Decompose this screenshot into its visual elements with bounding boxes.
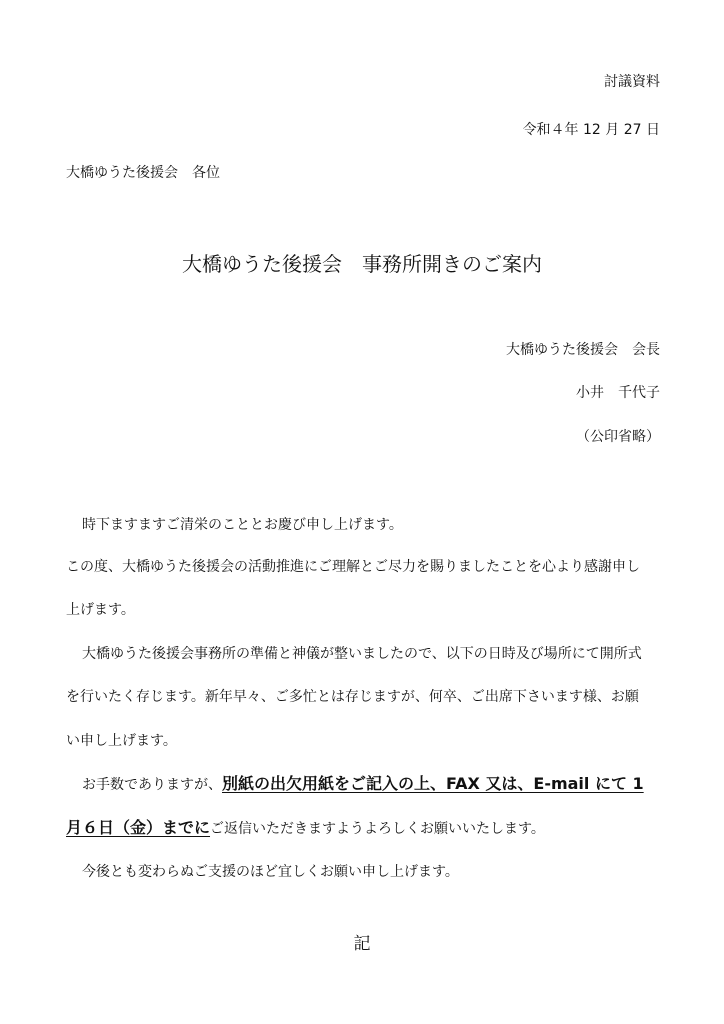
doc-type-label: 討議資料 bbox=[604, 74, 660, 90]
sender-organization: 大橋ゆうた後援会 会長 bbox=[506, 342, 660, 358]
reply-request-line-1 bbox=[82, 774, 644, 795]
document-date: 令和４年 12 月 27 日 bbox=[522, 122, 660, 138]
seal-note: （公印省略） bbox=[576, 429, 660, 445]
reply-request-suffix: ご返信いただきますようよろしくお願いいたします。 bbox=[210, 821, 545, 837]
announcement-paragraph-line-3: い申し上げます。 bbox=[66, 733, 177, 749]
greeting-paragraph: 時下ますますご清栄のこととお慶び申し上げます。 bbox=[82, 517, 403, 533]
thanks-paragraph-line-2: 上げます。 bbox=[66, 602, 135, 618]
ki-heading: 記 bbox=[353, 934, 371, 954]
thanks-paragraph-line-1: この度、大橋ゆうた後援会の活動推進にご理解とご尽力を賜りましたことを心より感謝申し bbox=[66, 559, 640, 575]
reply-request-emphasis-1: 別紙の出欠用紙をご記入の上、FAX 又は、E-mail にて 1 bbox=[222, 774, 644, 793]
reply-request-emphasis-2: 月６日（金）までに bbox=[66, 818, 211, 837]
closing-paragraph: 今後とも変わらぬご支援のほど宜しくお願い申し上げます。 bbox=[82, 864, 459, 880]
announcement-paragraph-line-1: 大橋ゆうた後援会事務所の準備と神儀が整いましたので、以下の日時及び場所にて開所式 bbox=[82, 646, 642, 662]
sender-name: 小井 千代子 bbox=[576, 385, 660, 401]
announcement-paragraph-line-2: を行いたく存じます。新年早々、ご多忙とは存じますが、何卒、ご出席下さいます様、お願 bbox=[66, 689, 639, 705]
reply-request-prefix: お手数でありますが、 bbox=[82, 777, 222, 793]
document-title: 大橋ゆうた後援会 事務所開きのご案内 bbox=[182, 252, 542, 276]
reply-request-line-2 bbox=[66, 818, 545, 839]
recipient-line: 大橋ゆうた後援会 各位 bbox=[66, 165, 220, 181]
